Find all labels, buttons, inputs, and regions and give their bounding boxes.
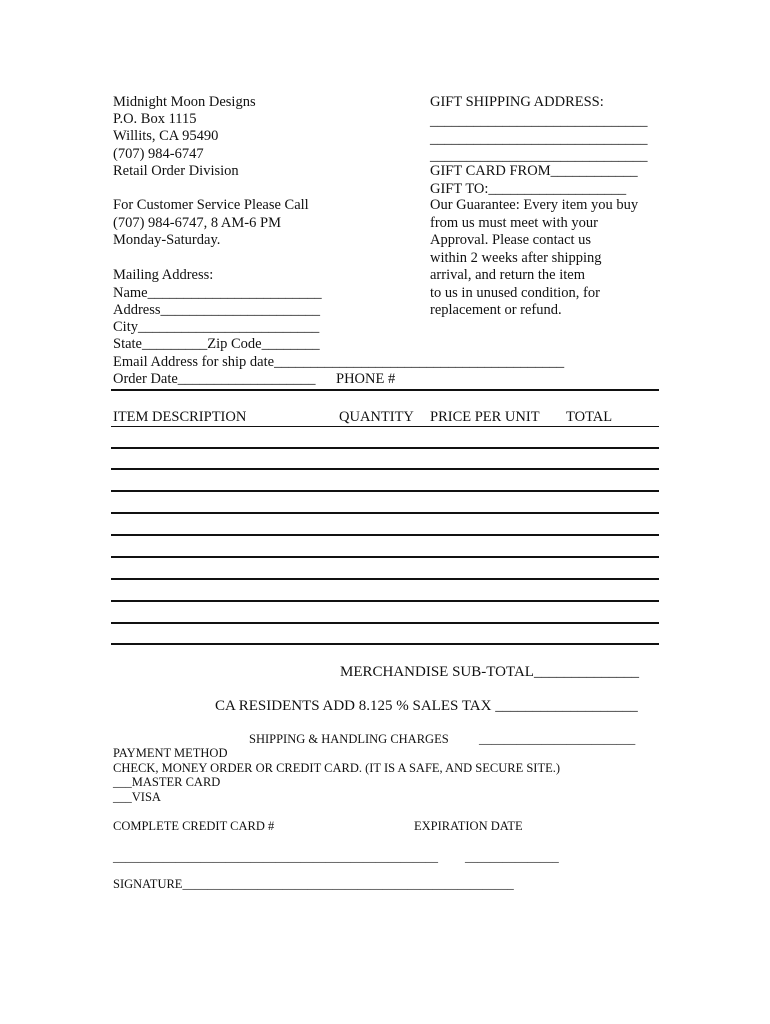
gift-to-field[interactable]: GIFT TO:___________________ [430,181,627,197]
table-row[interactable] [111,447,659,449]
gift-address-line-3[interactable]: ______________________________ [430,148,648,164]
signature-field[interactable]: SIGNATURE_____________________________________________________ [113,877,514,891]
table-row[interactable] [111,600,659,602]
company-po-box: P.O. Box 1115 [113,111,197,127]
guarantee-line: within 2 weeks after shipping [430,250,602,266]
col-quantity: QUANTITY [339,409,414,425]
city-field[interactable]: City_________________________ [113,319,320,335]
guarantee-line: Our Guarantee: Every item you buy [430,197,639,213]
visa-option[interactable]: ___VISA [113,790,161,804]
email-field[interactable]: Email Address for ship date________________________________________ [113,354,565,370]
header-underline [111,426,659,427]
table-row[interactable] [111,556,659,558]
table-row[interactable] [111,490,659,492]
col-total: TOTAL [566,409,613,425]
gift-address-line-2[interactable]: ______________________________ [430,131,648,147]
guarantee-line: replacement or refund. [430,302,562,318]
expiration-label: EXPIRATION DATE [414,819,523,833]
gift-address-line-1[interactable]: ______________________________ [430,113,648,129]
guarantee-line: Approval. Please contact us [430,232,592,248]
company-division: Retail Order Division [113,163,239,179]
table-row[interactable] [111,622,659,624]
company-name: Midnight Moon Designs [113,94,256,110]
company-phone: (707) 984-6747 [113,146,204,162]
table-row[interactable] [111,534,659,536]
col-price-per-unit: PRICE PER UNIT [430,409,540,425]
customer-service-line1: For Customer Service Please Call [113,197,309,213]
guarantee-line: from us must meet with your [430,215,598,231]
company-city: Willits, CA 95490 [113,128,219,144]
gift-card-from-field[interactable]: GIFT CARD FROM____________ [430,163,638,179]
col-item-description: ITEM DESCRIPTION [113,409,247,425]
credit-card-field[interactable]: ____________________________________________________ [113,850,438,864]
customer-service-line2: (707) 984-6747, 8 AM-6 PM [113,215,281,231]
mailing-heading: Mailing Address: [113,267,214,283]
expiration-field[interactable]: _______________ [465,850,559,864]
divider [111,389,659,391]
payment-heading: PAYMENT METHOD [113,746,228,760]
master-card-option[interactable]: ___MASTER CARD [113,775,221,789]
payment-methods: CHECK, MONEY ORDER OR CREDIT CARD. (IT IS A SAFE, AND SECURE SITE.) [113,761,561,775]
state-zip-field[interactable]: State_________Zip Code________ [113,336,320,352]
customer-service-line3: Monday-Saturday. [113,232,221,248]
address-field[interactable]: Address______________________ [113,302,321,318]
shipping-field[interactable]: _________________________ [479,732,636,746]
guarantee-line: arrival, and return the item [430,267,586,283]
order-date-field[interactable]: Order Date___________________ [113,371,316,387]
name-field[interactable]: Name________________________ [113,285,322,301]
phone-field[interactable]: PHONE # [336,371,396,387]
table-row[interactable] [111,643,659,645]
guarantee-line: to us in unused condition, for [430,285,600,301]
shipping-label: SHIPPING & HANDLING CHARGES [249,732,449,746]
table-row[interactable] [111,468,659,470]
credit-card-label: COMPLETE CREDIT CARD # [113,819,275,833]
table-row[interactable] [111,512,659,514]
merchandise-subtotal-field[interactable]: MERCHANDISE SUB-TOTAL______________ [340,664,639,680]
table-row[interactable] [111,578,659,580]
gift-shipping-heading: GIFT SHIPPING ADDRESS: [430,94,604,110]
sales-tax-field[interactable]: CA RESIDENTS ADD 8.125 % SALES TAX ___________________ [215,698,638,714]
